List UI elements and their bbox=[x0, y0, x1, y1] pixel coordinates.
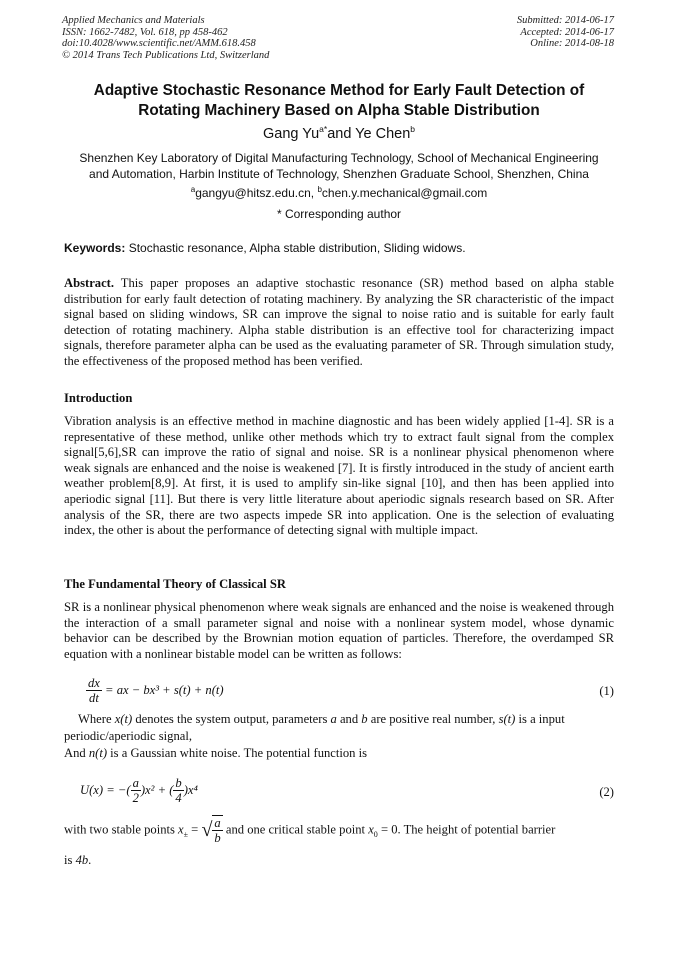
eq2-f1-den: 2 bbox=[132, 791, 139, 805]
affiliation bbox=[64, 151, 614, 182]
journal-copyright: © 2014 Trans Tech Publications Ltd, Switzerland bbox=[62, 49, 270, 61]
journal-name: Applied Mechanics and Materials bbox=[62, 15, 205, 26]
and-nt: n(t) bbox=[88, 746, 108, 760]
author-list bbox=[64, 124, 614, 142]
eq2-f1-num: a bbox=[132, 776, 139, 790]
affiliation-line-2: and Automation, Harbin Institute of Technology, Shenzhen Graduate School, Shenzhen, China bbox=[89, 166, 589, 181]
stable-x-sub: ± bbox=[183, 829, 189, 839]
barrier-text-1: is bbox=[64, 853, 76, 867]
abstract bbox=[64, 276, 614, 370]
sqrt-icon: √ bbox=[201, 819, 213, 841]
theory-text: SR is a nonlinear physical phenomenon where weak signals are enhanced and the noise is weakened through the interaction of a small parameter signal and noise with a nonlinear system model, whose dynamic behavior can be described by the Brownian motion equation of particles. Therefore, the overdamped SR equation with a nonlinear bistable model can be written as follows: bbox=[64, 600, 614, 661]
where-st: s(t) bbox=[498, 712, 516, 726]
barrier-line bbox=[64, 853, 614, 868]
critical-val: = 0 bbox=[377, 822, 398, 837]
where-text-2: denotes the system output, parameters bbox=[132, 712, 331, 726]
author-emails bbox=[64, 185, 614, 200]
journal-issn: ISSN: 1662-7482, Vol. 618, pp 458-462 bbox=[62, 26, 228, 38]
equation-2 bbox=[64, 776, 614, 805]
accepted-date: Accepted: 2014-06-17 bbox=[520, 26, 614, 38]
stable-f-den: b bbox=[214, 831, 221, 845]
eq2-end: )x⁴ bbox=[183, 783, 198, 797]
author-1-sup: a* bbox=[319, 124, 328, 134]
online-date: Online: 2014-08-18 bbox=[530, 38, 614, 49]
where-xt: x(t) bbox=[114, 712, 133, 726]
journal-header-right bbox=[517, 15, 614, 50]
abstract-text: This paper proposes an adaptive stochastic resonance (SR) method based on alpha stable distribution for early fault detection of rotating machinery. By analyzing the SR characteristic of the impact signal based on sliding windows, SR can improve the signal to noise ratio and is suitable for early fault detection of rotating machinery. Alpha stable distribution is an effective tool for characterizing impact signals, therefore parameter alpha can be used as the evaluating parameter of SR. Through simulation study, the effectiveness of the proposed method has been verified. bbox=[64, 276, 614, 368]
where-text-5: is a input bbox=[515, 712, 565, 726]
eq1-rhs: = ax − bx³ + s(t) + n(t) bbox=[105, 683, 224, 697]
email-a[interactable]: gangyu@hitsz.edu.cn, bbox=[195, 186, 318, 200]
stable-fraction bbox=[212, 815, 222, 845]
journal-header-left bbox=[62, 15, 269, 61]
where-text-3: and bbox=[336, 712, 362, 726]
stable-eq: = bbox=[188, 822, 202, 837]
email-a-sup: a bbox=[190, 185, 196, 194]
eq2-mid: )x² + ( bbox=[140, 783, 174, 797]
eq2-f2-den: 4 bbox=[175, 791, 182, 805]
eq1-fraction bbox=[86, 676, 102, 705]
author-2: and Ye Chen bbox=[327, 125, 411, 142]
where-text-1: Where bbox=[78, 712, 115, 726]
stable-text-1: with two stable points bbox=[64, 822, 179, 837]
eq2-fraction-2 bbox=[173, 776, 183, 805]
eq1-label: (1) bbox=[599, 684, 614, 698]
stable-points-line bbox=[64, 815, 614, 845]
eq2-fraction-1 bbox=[131, 776, 141, 805]
corresponding-author-note: * Corresponding author bbox=[276, 207, 402, 221]
where-line-2: periodic/aperiodic signal, bbox=[64, 729, 192, 743]
barrier-value: 4b bbox=[75, 853, 89, 867]
theory-heading: The Fundamental Theory of Classical SR bbox=[64, 577, 286, 591]
abstract-label: Abstract. bbox=[64, 276, 115, 290]
author-2-sup: b bbox=[410, 124, 416, 134]
title-line-2: Rotating Machinery Based on Alpha Stable Distribution bbox=[138, 102, 540, 119]
and-text-1: And bbox=[64, 746, 89, 760]
introduction-text: Vibration analysis is an effective method in machine diagnostic and has been widely applied [1-4]. SR is a representative of these method, unlike other methods which try to extract fault signal from the complex signal[5,6],SR can improve the ratio of signal and noise. SR is a nonlinear physical phenomenon where weak signals are enhanced and the noise is weakened [7]. It is firstly introduced in the study of ancient earth weather problem[8,9]. At first, it is used to amplify sin-like signal [10], and then has been applied into aperiodic signal [11]. But there is very little literature about aperiodic signals research based on SR. After analysis of the SR, there are two aspects impede SR into application. One is the selection of evaluating index, the other is about the performance of detecting signal with multiple impact. bbox=[64, 414, 614, 538]
where-line-3 bbox=[64, 746, 614, 761]
journal-doi: doi:10.4028/www.scientific.net/AMM.618.458 bbox=[62, 38, 256, 49]
eq2-lhs: U(x) = −( bbox=[80, 783, 131, 797]
title-line-1: Adaptive Stochastic Resonance Method for Early Fault Detection of bbox=[93, 82, 585, 99]
keywords bbox=[64, 241, 614, 255]
where-line-1 bbox=[78, 712, 614, 727]
submitted-date: Submitted: 2014-06-17 bbox=[516, 15, 614, 26]
email-b-sup: b bbox=[317, 185, 322, 194]
critical-x-sub: 0 bbox=[373, 829, 378, 839]
email-b[interactable]: chen.y.mechanical@gmail.com bbox=[321, 186, 488, 200]
critical-x: x bbox=[368, 822, 374, 837]
eq1-numerator: dx bbox=[88, 676, 100, 690]
stable-text-3: . The height of potential barrier bbox=[397, 822, 556, 837]
introduction-heading: Introduction bbox=[64, 391, 133, 405]
affiliation-line-1: Shenzhen Key Laboratory of Digital Manufacturing Technology, School of Mechanical Engineering bbox=[79, 151, 599, 165]
stable-f-num: a bbox=[214, 816, 221, 830]
keywords-text: Stochastic resonance, Alpha stable distribution, Sliding widows. bbox=[125, 241, 466, 255]
where-text-4: are positive real number, bbox=[367, 712, 499, 726]
eq2-f2-num: b bbox=[175, 776, 182, 790]
eq1-denominator: dt bbox=[89, 691, 99, 705]
stable-text-2: and one critical stable point bbox=[222, 822, 369, 837]
barrier-text-2: . bbox=[88, 853, 92, 867]
where-b: b bbox=[361, 712, 368, 726]
and-text-2: is a Gaussian white noise. The potential function is bbox=[107, 746, 368, 760]
paper-title bbox=[64, 81, 614, 121]
equation-1 bbox=[64, 676, 614, 705]
where-a: a bbox=[330, 712, 337, 726]
author-1: Gang Yu bbox=[262, 125, 320, 142]
keywords-label: Keywords: bbox=[64, 241, 126, 255]
stable-x: x bbox=[178, 822, 184, 837]
eq2-label: (2) bbox=[599, 785, 614, 799]
